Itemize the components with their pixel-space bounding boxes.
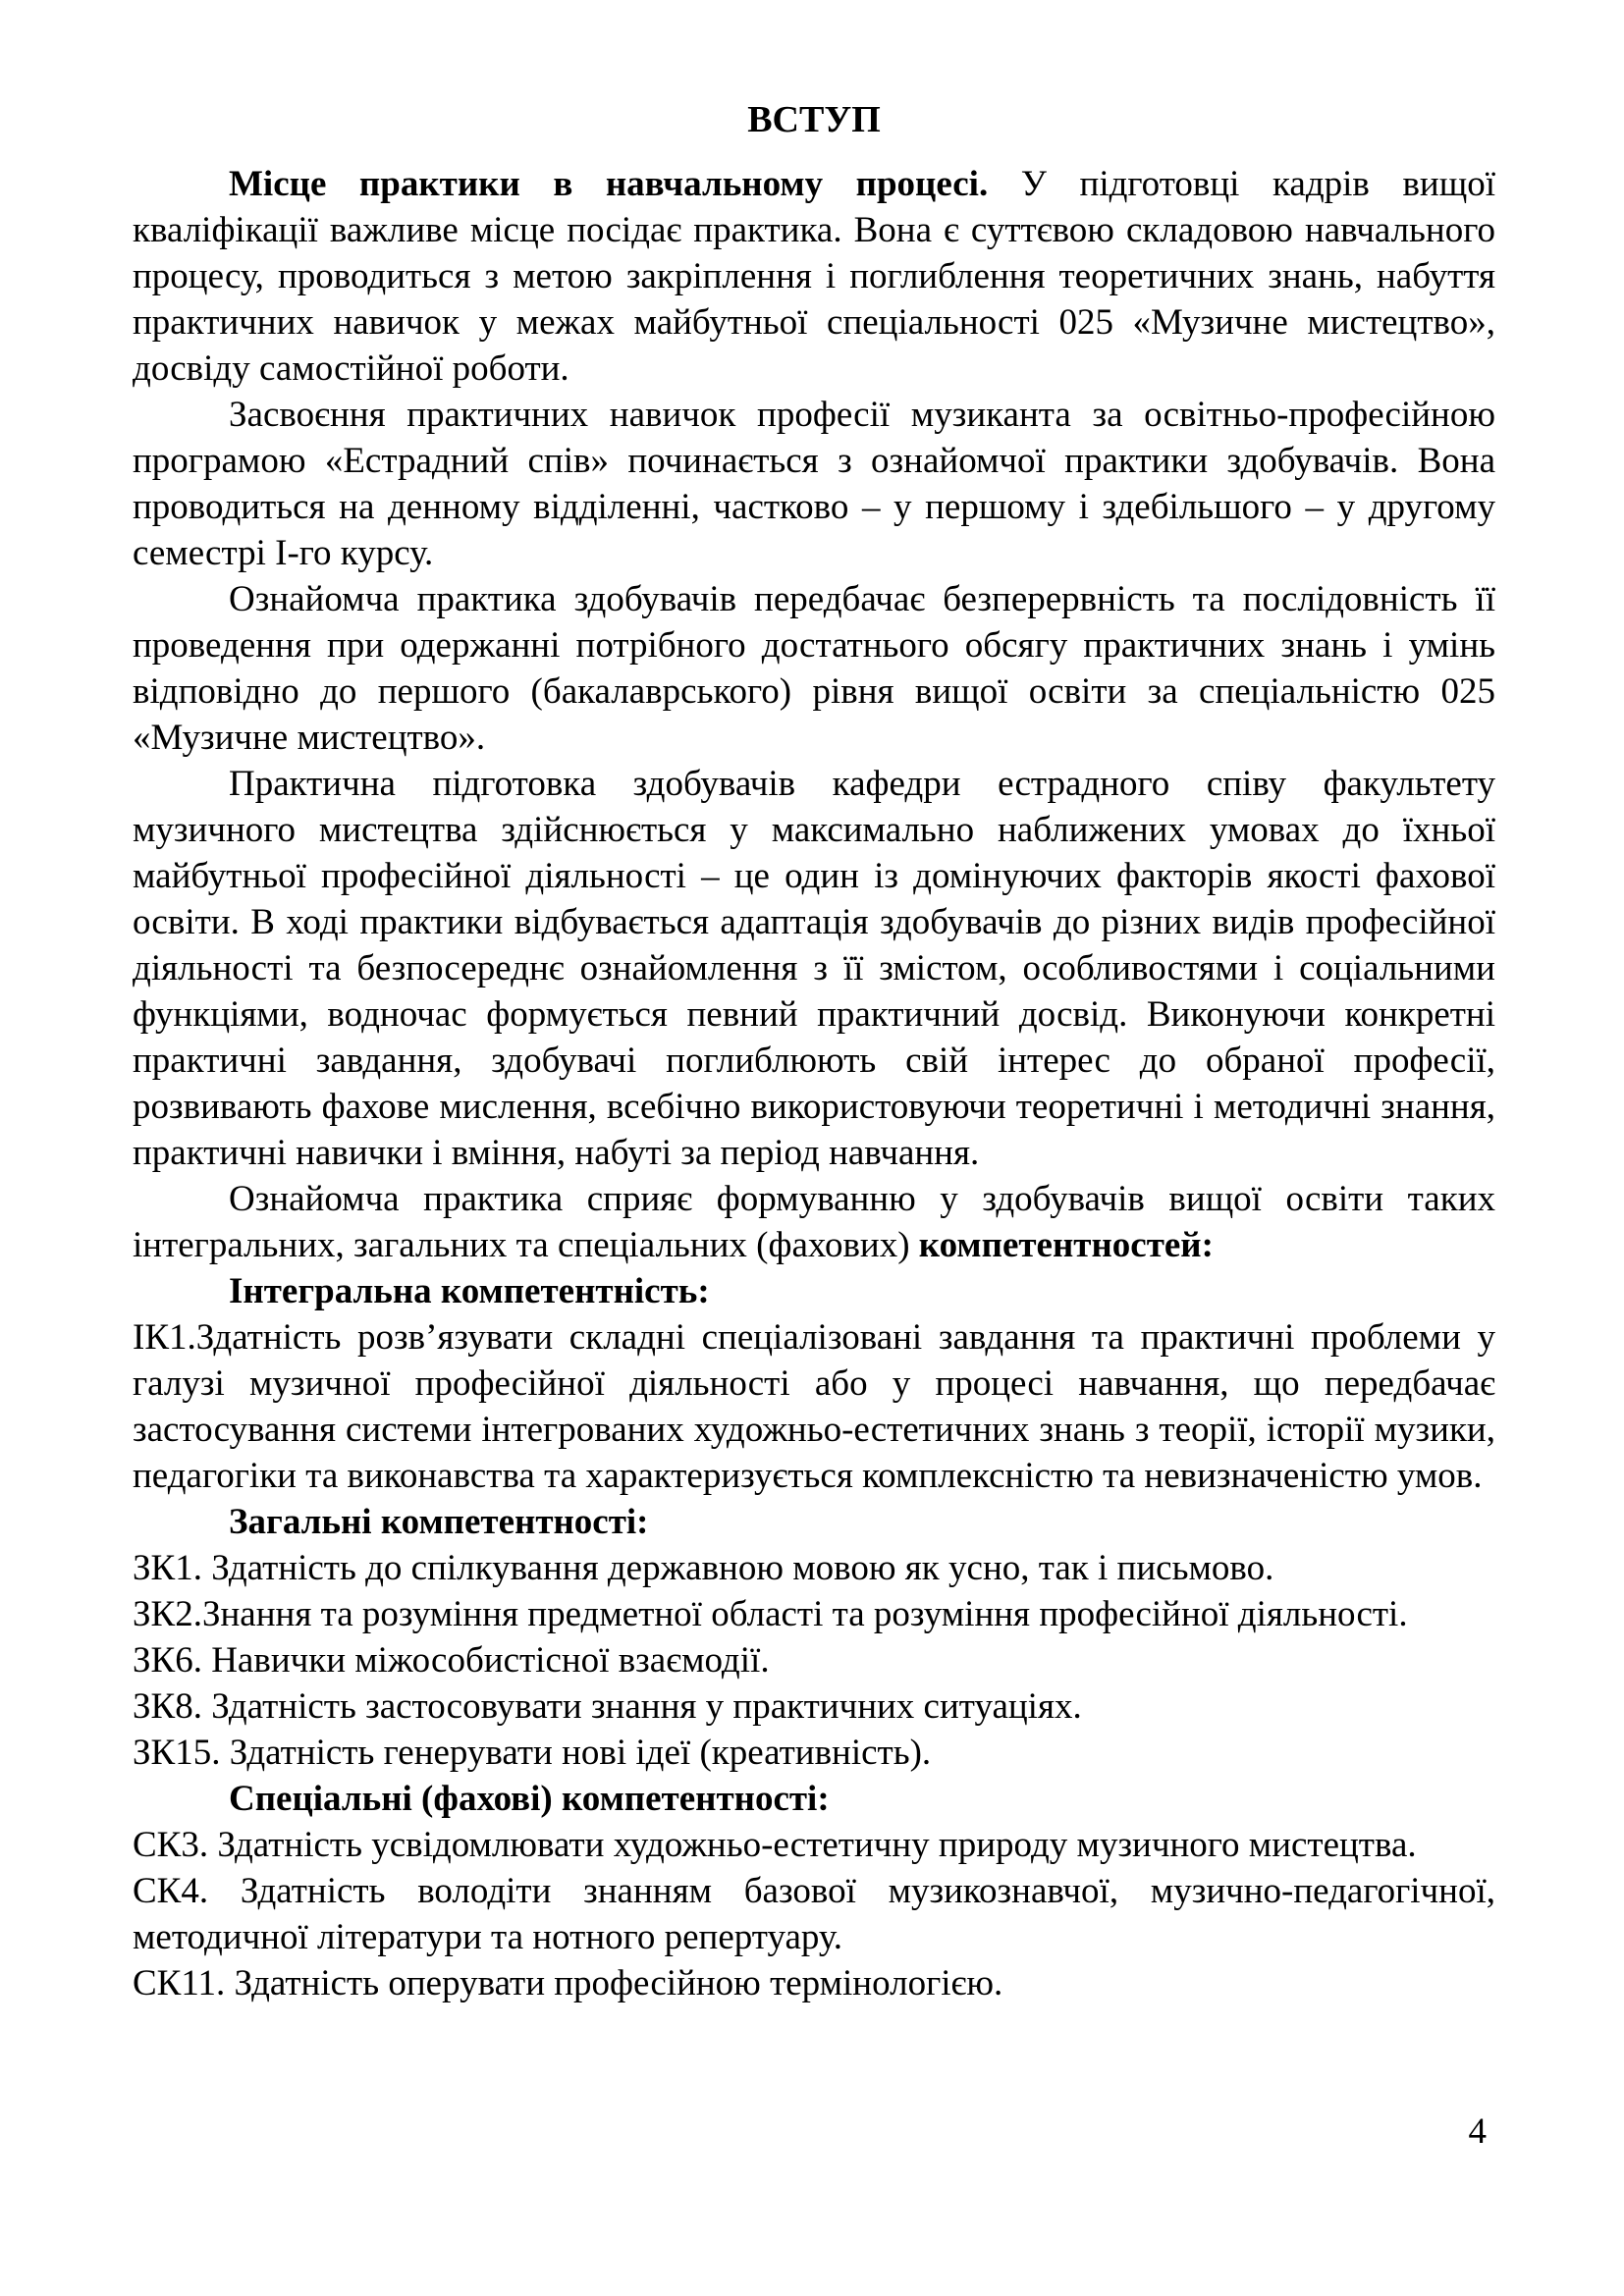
paragraph-competencies-intro xyxy=(133,1176,1495,1268)
competency-item-zk8: ЗК8. Здатність застосовувати знання у практичних ситуаціях. xyxy=(133,1686,1082,1727)
competency-item-sk11: СК11. Здатність оперувати професійною термінологією. xyxy=(133,1963,1003,2003)
document-content xyxy=(133,96,1495,2006)
competency-item-zk15: ЗК15. Здатність генерувати нові ідеї (креативність). xyxy=(133,1733,932,1773)
paragraph-continuity: Ознайомча практика здобувачів передбачає безперервність та послідовність її проведення при одержанні потрібного достатнього обсягу практичних знань і умінь відповідно до першого (бакалаврського) рівня вищої освіти за спеціальністю 025 «Музичне мистецтво». xyxy=(133,579,1495,758)
paragraph-practical-training: Практична підготовка здобувачів кафедри естрадного співу факультету музичного мистецтва здійснюється у максимально наближених умовах до їхньої майбутньої професійної діяльності – це один із домінуючих факторів якості фахової освіти. В ході практики відбувається адаптація здобувачів до різних видів професійної діяльності та безпосереднє ознайомлення з її змістом, особливостями і соціальними функціями, водночас формується певний практичний досвід. Виконуючи конкретні практичні завдання, здобувачі поглиблюють свій інтерес до обраної професії, розвивають фахове мислення, всебічно використовуючи теоретичні і методичні знання, практичні навички і вміння, набуті за період навчання. xyxy=(133,764,1495,1173)
competency-item-zk2: ЗК2.Знання та розуміння предметної області та розуміння професійної діяльності. xyxy=(133,1594,1408,1634)
competency-item-zk1: ЗК1. Здатність до спілкування державною мовою як усно, так і письмово. xyxy=(133,1548,1274,1588)
heading-general-competencies: Загальні компетентності: xyxy=(229,1502,649,1542)
paragraph-practice-place xyxy=(133,161,1495,392)
heading-integral-competency: Інтегральна компетентність: xyxy=(229,1271,710,1311)
competency-item-zk6: ЗК6. Навички міжособистісної взаємодії. xyxy=(133,1640,770,1681)
paragraph-lead-bold: Місце практики в навчальному процесі. xyxy=(229,164,989,204)
competency-item-sk3: СК3. Здатність усвідомлювати художньо-естетичну природу музичного мистецтва. xyxy=(133,1825,1417,1865)
heading-special-competencies: Спеціальні (фахові) компетентності: xyxy=(229,1779,830,1819)
paragraph-body-text: У підготовці кадрів вищої кваліфікації важливе місце посідає практика. Вона є суттєвою складовою навчального процесу, проводиться з метою закріплення і поглиблення теоретичних знань, набуття практичних навичок у межах майбутньої спеціальності 025 «Музичне мистецтво», досвіду самостійної роботи. xyxy=(133,164,1495,389)
paragraph-body-text: Ознайомча практика сприяє формуванню у здобувачів вищої освіти таких інтегральних, загальних та спеціальних (фахових) xyxy=(133,1179,1495,1265)
competency-item-ik1: ІК1.Здатність розв’язувати складні спеціалізовані завдання та практичні проблеми у галузі музичної професійної діяльності або у процесі навчання, що передбачає застосування системи інтегрованих художньо-естетичних знань з теорії, історії музики, педагогіки та виконавства та характеризується комплексністю та невизначеністю умов. xyxy=(133,1317,1495,1496)
paragraph-mastering-skills: Засвоєння практичних навичок професії музиканта за освітньо-професійною програмою «Естрадний спів» починається з ознайомчої практики здобувачів. Вона проводиться на денному відділенні, частково – у першому і здебільшого – у другому семестрі І-го курсу. xyxy=(133,395,1495,573)
page-number: 4 xyxy=(1468,2111,1487,2152)
page-title: ВСТУП xyxy=(747,99,881,140)
paragraph-tail-bold: компетентностей: xyxy=(918,1225,1214,1265)
competency-item-sk4: СК4. Здатність володіти знанням базової музикознавчої, музично-педагогічної, методичної літератури та нотного репертуару. xyxy=(133,1871,1495,1957)
